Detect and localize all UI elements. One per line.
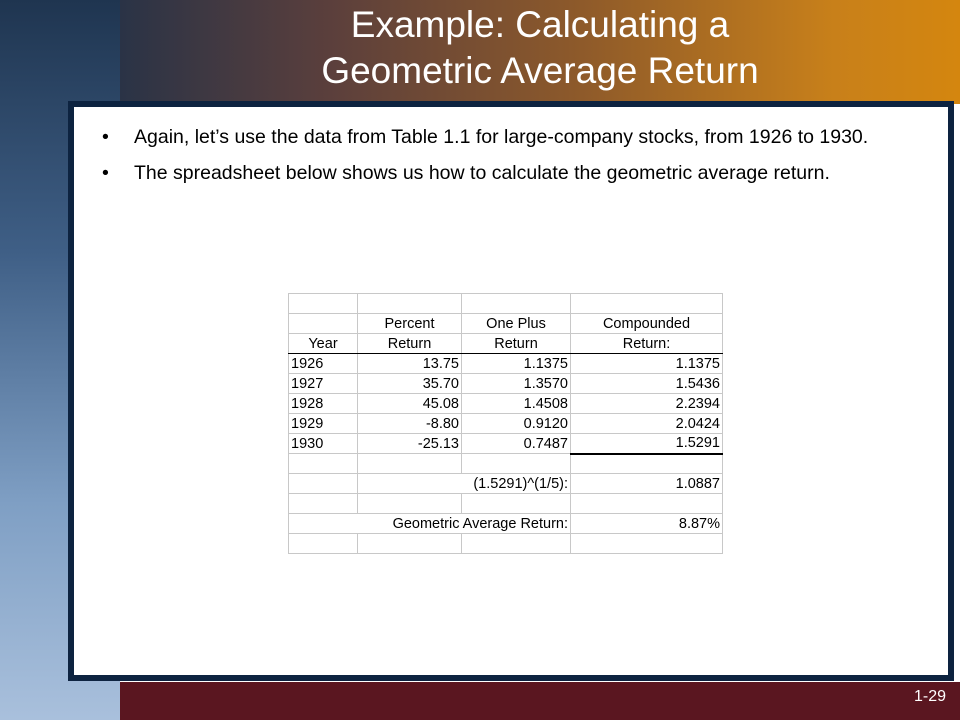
table-row [289, 534, 723, 554]
bullet-item [100, 160, 900, 187]
blank-cell [462, 454, 571, 474]
table-row [289, 354, 723, 374]
root-formula-value: 1.0887 [571, 474, 723, 494]
blank-cell [358, 454, 462, 474]
geometric-average-value: 8.87% [571, 514, 723, 534]
table-row [289, 414, 723, 434]
table-header-row [289, 314, 723, 334]
percent-return-cell: 45.08 [358, 394, 462, 414]
year-cell: 1929 [289, 414, 358, 434]
one-plus-return-cell: 0.9120 [462, 414, 571, 434]
blank-cell [571, 454, 723, 474]
blank-cell [358, 294, 462, 314]
blank-cell [462, 294, 571, 314]
compounded-return-cell: 1.1375 [571, 354, 723, 374]
table-row [289, 494, 723, 514]
table-row [289, 454, 723, 474]
slide-title-line-1: Example: Calculating a [350, 4, 730, 45]
header-cell: Return: [571, 334, 723, 354]
header-cell: Percent [358, 314, 462, 334]
spreadsheet-table [288, 293, 723, 554]
year-cell: 1928 [289, 394, 358, 414]
blank-cell [571, 494, 723, 514]
geometric-average-label: Geometric Average Return: [289, 514, 571, 534]
blank-cell [289, 474, 358, 494]
percent-return-cell: -25.13 [358, 434, 462, 454]
table-row [289, 514, 723, 534]
bullet-list [100, 124, 900, 196]
percent-return-cell: 13.75 [358, 354, 462, 374]
header-cell [289, 314, 358, 334]
compounded-return-cell: 1.5436 [571, 374, 723, 394]
table-row [289, 434, 723, 454]
percent-return-cell: 35.70 [358, 374, 462, 394]
header-cell: Return [358, 334, 462, 354]
slide-title [120, 2, 960, 102]
one-plus-return-cell: 0.7487 [462, 434, 571, 454]
year-cell: 1930 [289, 434, 358, 454]
header-cell: One Plus [462, 314, 571, 334]
bullet-text: The spreadsheet below shows us how to calculate the geometric average return. [134, 162, 830, 184]
compounded-return-cell: 1.5291 [571, 434, 723, 454]
blank-cell [289, 494, 358, 514]
year-cell: 1926 [289, 354, 358, 374]
blank-cell [358, 494, 462, 514]
page-number: 1-29 [913, 688, 946, 705]
blank-cell [462, 494, 571, 514]
table-row [289, 374, 723, 394]
bullet-item [100, 124, 900, 151]
root-formula-label: (1.5291)^(1/5): [358, 474, 571, 494]
header-cell: Year [289, 334, 358, 354]
table-row [289, 474, 723, 494]
blank-cell [358, 534, 462, 554]
blank-cell [571, 534, 723, 554]
blank-cell [571, 294, 723, 314]
header-cell: Compounded [571, 314, 723, 334]
header-cell: Return [462, 334, 571, 354]
blank-cell [289, 534, 358, 554]
one-plus-return-cell: 1.4508 [462, 394, 571, 414]
one-plus-return-cell: 1.1375 [462, 354, 571, 374]
footer-band [120, 682, 960, 720]
slide-title-line-2: Geometric Average Return [321, 50, 759, 91]
bullet-icon: • [102, 126, 109, 148]
table-row [289, 294, 723, 314]
year-cell: 1927 [289, 374, 358, 394]
blank-cell [289, 294, 358, 314]
bullet-icon: • [102, 162, 109, 184]
table-header-row [289, 334, 723, 354]
percent-return-cell: -8.80 [358, 414, 462, 434]
bullet-text: Again, let’s use the data from Table 1.1 for large-company stocks, from 1926 to 1930. [134, 126, 869, 148]
compounded-return-cell: 2.0424 [571, 414, 723, 434]
blank-cell [462, 534, 571, 554]
blank-cell [289, 454, 358, 474]
compounded-return-cell: 2.2394 [571, 394, 723, 414]
one-plus-return-cell: 1.3570 [462, 374, 571, 394]
table-row [289, 394, 723, 414]
